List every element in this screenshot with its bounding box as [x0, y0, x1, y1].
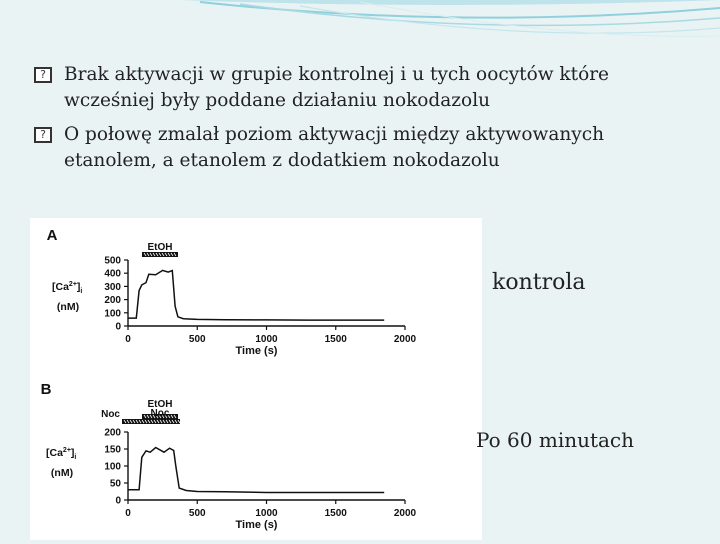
y-tick-label: 300: [104, 281, 121, 293]
calcium-trace: [128, 448, 384, 493]
y-axis-label: $[Ca^{2+}]_i$: [46, 447, 77, 461]
y-tick-label: 400: [104, 268, 121, 280]
bullet-line: wcześniej były poddane działaniu nokodazolu: [64, 90, 491, 111]
bullet-line: Brak aktywacji w grupie kontrolnej i u tych oocytów które: [64, 64, 610, 85]
x-tick-label: 1500: [324, 508, 347, 519]
y-axis-unit: (nM): [56, 301, 80, 313]
y-tick-label: 0: [115, 495, 121, 507]
x-axis-label: Time (s): [235, 345, 278, 357]
x-tick-label: 2000: [393, 508, 417, 519]
x-tick-label: 500: [188, 334, 206, 345]
y-tick-label: 200: [104, 427, 121, 439]
y-tick-label: 100: [104, 461, 121, 473]
x-tick-label: 1500: [324, 334, 347, 345]
annotation-label: Noc: [101, 409, 120, 420]
placeholder-glyph-icon: ?: [34, 67, 52, 83]
y-axis-unit: (nM): [50, 467, 74, 479]
after-60-label: Po 60 minutach: [476, 428, 635, 452]
panel-letter: A: [46, 227, 58, 244]
decorative-swoosh: [0, 0, 720, 60]
y-tick-label: 50: [109, 478, 121, 490]
bullet-line: O połowę zmalał poziom aktywacji między aktywowanych: [64, 124, 604, 145]
annotation-label: EtOH: [147, 399, 173, 410]
bullet-item: [30, 62, 710, 114]
x-tick-label: 0: [125, 508, 131, 519]
bullet-item: [30, 122, 710, 174]
figure-svg: [30, 218, 482, 540]
bullet-line: etanolem, a etanolem z dodatkiem nokodazolu: [64, 150, 500, 171]
panel-letter: B: [40, 381, 52, 398]
y-tick-label: 200: [104, 295, 121, 307]
annotation-label: Noc: [150, 408, 170, 419]
bullet-list: [30, 62, 710, 182]
control-label: kontrola: [492, 270, 586, 295]
y-tick-label: 150: [104, 444, 121, 456]
y-tick-label: 0: [115, 321, 121, 333]
y-tick-label: 500: [104, 255, 121, 267]
x-tick-label: 2000: [393, 334, 417, 345]
placeholder-glyph-icon: ?: [34, 127, 52, 143]
x-tick-label: 0: [125, 334, 131, 345]
x-tick-label: 1000: [255, 334, 278, 345]
calcium-figure: [30, 218, 482, 540]
y-tick-label: 100: [104, 308, 121, 320]
calcium-trace: [128, 270, 384, 320]
x-axis-label: Time (s): [235, 519, 278, 531]
x-tick-label: 1000: [255, 508, 278, 519]
x-tick-label: 500: [188, 508, 206, 519]
y-axis-label: $[Ca^{2+}]_i$: [52, 281, 83, 295]
annotation-label: EtOH: [147, 242, 173, 253]
